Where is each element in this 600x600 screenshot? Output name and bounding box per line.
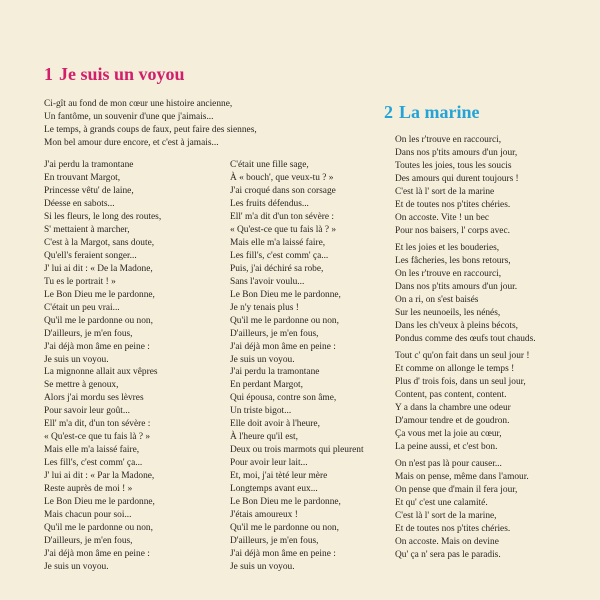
lyric-line: J'ai déjà mon âme en peine : xyxy=(44,549,150,559)
lyric-line: C'est là l' sort de la marine, xyxy=(395,511,497,521)
lyric-line: C'était un peu vrai... xyxy=(44,303,120,313)
lyric-line: J' lui ai dit : « De la Madone, xyxy=(44,264,153,274)
stanza-2-1 xyxy=(395,134,519,238)
lyric-line: C'était une fille sage, xyxy=(230,160,309,170)
lyric-line: Le Bon Dieu me le pardonne, xyxy=(44,290,155,300)
lyric-line: J'ai déjà mon âme en peine : xyxy=(44,342,150,352)
song-title-2 xyxy=(384,102,480,122)
lyric-line: Pour savoir leur goût... xyxy=(44,406,130,416)
lyric-line: Je suis un voyou. xyxy=(44,355,109,365)
lyric-line: Je n'y tenais plus ! xyxy=(230,303,299,313)
lyric-line: Puis, j'ai déchiré sa robe, xyxy=(230,264,324,274)
lyric-line: Mais chacun pour soi... xyxy=(44,510,132,520)
lyric-line: Qu'il me le pardonne ou non, xyxy=(230,523,339,533)
song-number-2: 2 xyxy=(384,102,393,122)
lyric-line: Alors j'ai mordu ses lèvres xyxy=(44,393,144,403)
lyric-line: Et qu' c'est une calamité. xyxy=(395,498,488,508)
lyric-line: La peine aussi, et c'est bon. xyxy=(395,442,498,452)
lyric-line: Deux ou trois marmots qui pleurent xyxy=(230,445,364,455)
song-title-text-1: Je suis un voyou xyxy=(59,64,185,84)
lyric-line: D'ailleurs, je m'en fous, xyxy=(230,536,319,546)
lyric-line: Un triste bigot... xyxy=(230,406,292,416)
lyric-line: Longtemps avant eux... xyxy=(230,484,318,494)
lyric-line: Les fâcheries, les bons retours, xyxy=(395,256,511,266)
lyric-line: Y a dans la chambre une odeur xyxy=(395,403,511,413)
lyric-line: Et comme on allonge le temps ! xyxy=(395,364,515,374)
stanza-1-1 xyxy=(44,98,257,150)
lyric-line: À l'heure qu'il est, xyxy=(230,432,298,442)
lyric-line: Pour nos baisers, l' corps avec. xyxy=(395,226,510,236)
lyric-line: On les r'trouve en raccourci, xyxy=(395,135,502,145)
lyric-line: Les fill's, c'est comm' ça... xyxy=(44,458,143,468)
stanza-2-2 xyxy=(395,242,536,346)
lyric-line: D'amour tendre et de goudron. xyxy=(395,416,510,426)
lyric-line: Et les joies et les bouderies, xyxy=(395,243,500,253)
lyric-line: Des amours qui durent toujours ! xyxy=(395,174,519,184)
lyric-line: En trouvant Margot, xyxy=(44,173,121,183)
lyric-line: Et, moi, j'ai tèté leur mère xyxy=(230,471,328,481)
lyric-line: C'est à la Margot, sans doute, xyxy=(44,238,155,248)
lyric-line: Qu'ell's feraient songer... xyxy=(44,251,137,261)
lyric-line: « Qu'est-ce que tu fais là ? » xyxy=(44,432,151,442)
lyric-line: J'ai déjà mon âme en peine : xyxy=(230,549,336,559)
lyric-line: Et de toutes nos p'tites chéries. xyxy=(395,524,511,534)
lyric-line: Qu' ça n' sera pas le paradis. xyxy=(395,550,501,560)
lyric-line: Qu'il me le pardonne ou non, xyxy=(230,316,339,326)
lyric-line: On les r'trouve en raccourci, xyxy=(395,269,502,279)
lyric-line: Sans l'avoir voulu... xyxy=(230,277,305,287)
lyric-line: On a ri, on s'est baisés xyxy=(395,295,479,305)
lyric-line: Le Bon Dieu me le pardonne, xyxy=(230,497,341,507)
lyric-line: J'ai déjà mon âme en peine : xyxy=(230,342,336,352)
lyric-line: Ell' m'a dit, d'un ton sévère : xyxy=(44,419,151,429)
lyric-line: On accoste. Vite ! un bec xyxy=(395,213,490,223)
lyric-line: D'ailleurs, je m'en fous, xyxy=(44,329,133,339)
lyric-line: Et de toutes nos p'tites chéries. xyxy=(395,200,511,210)
lyric-line: La mignonne allait aux vêpres xyxy=(44,367,158,377)
lyric-line: Se mettre à genoux, xyxy=(44,380,119,390)
lyric-line: S' mettaient à marcher, xyxy=(44,225,130,235)
stanza-1-3 xyxy=(44,366,158,574)
lyric-line: Qui épousa, contre son âme, xyxy=(230,393,337,403)
lyric-line: Je suis un voyou. xyxy=(230,355,295,365)
song-title-text-2: La marine xyxy=(399,102,480,122)
lyric-line: Plus d' trois fois, dans un seul jour, xyxy=(395,377,526,387)
lyric-line: Sur les neunoeils, les nénés, xyxy=(395,308,501,318)
lyric-line: Toutes les joies, tous les soucis xyxy=(395,161,512,171)
lyric-line: Si les fleurs, le long des routes, xyxy=(44,212,162,222)
lyric-line: Le temps, à grands coups de faux, peut faire des siennes, xyxy=(44,125,257,135)
lyric-line: Déesse en sabots... xyxy=(44,199,115,209)
lyric-line: Dans nos p'tits amours d'un jour, xyxy=(395,148,518,158)
stanza-2-3 xyxy=(395,350,529,454)
lyric-line: Mais elle m'a laissé faire, xyxy=(230,238,326,248)
lyric-line: J'étais amoureux ! xyxy=(230,510,298,520)
stanza-2-4 xyxy=(395,458,529,562)
stanza-1-2 xyxy=(44,159,161,367)
lyric-line: Qu'il me le pardonne ou non, xyxy=(44,523,153,533)
lyric-line: On pense que d'main il fera jour, xyxy=(395,485,518,495)
lyric-line: Tu es le portrait ! » xyxy=(44,277,116,287)
lyric-line: Un fantôme, un souvenir d'une que j'aimais... xyxy=(44,112,214,122)
lyric-line: Les fruits défendus... xyxy=(230,199,309,209)
lyric-line: Reste auprès de moi ! » xyxy=(44,484,133,494)
stanza-1-5 xyxy=(230,366,364,574)
lyric-line: C'est là l' sort de la marine xyxy=(395,187,495,197)
lyric-line: Dans nos p'tits amours d'un jour. xyxy=(395,282,518,292)
lyric-line: Qu'il me le pardonne ou non, xyxy=(44,316,153,326)
lyric-line: En perdant Margot, xyxy=(230,380,303,390)
lyric-line: On accoste. Mais on devine xyxy=(395,537,499,547)
stanza-1-4 xyxy=(230,159,341,367)
lyric-line: Princesse vêtu' de laine, xyxy=(44,186,134,196)
lyric-line: Pondus comme des œufs tout chauds. xyxy=(395,334,536,344)
song-title-1 xyxy=(44,64,185,84)
lyric-line: D'ailleurs, je m'en fous, xyxy=(230,329,319,339)
lyric-line: Content, pas content, content. xyxy=(395,390,507,400)
lyric-line: À « bouch', que veux-tu ? » xyxy=(230,173,334,183)
lyric-line: Je suis un voyou. xyxy=(44,562,109,572)
lyric-line: Tout c' qu'on fait dans un seul jour ! xyxy=(395,351,530,361)
lyric-line: Pour avoir leur lait... xyxy=(230,458,308,468)
lyric-line: Ça vous met la joie au cœur, xyxy=(395,429,502,439)
lyric-line: Mon bel amour dure encore, et c'est à jamais... xyxy=(44,138,219,148)
lyric-line: « Qu'est-ce que tu fais là ? » xyxy=(230,225,337,235)
lyric-line: J'ai perdu la tramontane xyxy=(44,160,134,170)
lyric-line: Mais on pense, même dans l'amour. xyxy=(395,472,529,482)
lyric-line: Les fill's, c'est comm' ça... xyxy=(230,251,329,261)
lyric-line: Le Bon Dieu me le pardonne, xyxy=(44,497,155,507)
lyric-line: Ell' m'a dit d'un ton sévère : xyxy=(230,212,335,222)
lyric-line: J'ai perdu la tramontane xyxy=(230,367,320,377)
song-number-1: 1 xyxy=(44,64,53,84)
lyric-line: On n'est pas là pour causer... xyxy=(395,459,502,469)
lyric-line: Ci-gît au fond de mon cœur une histoire ancienne, xyxy=(44,99,233,109)
lyric-line: D'ailleurs, je m'en fous, xyxy=(44,536,133,546)
lyric-line: Dans les ch'veux à pleins bécots, xyxy=(395,321,519,331)
lyric-line: J' lui ai dit : « Par la Madone, xyxy=(44,471,155,481)
lyric-line: J'ai croqué dans son corsage xyxy=(230,186,336,196)
lyric-line: Mais elle m'a laissé faire, xyxy=(44,445,140,455)
lyric-line: Elle doit avoir à l'heure, xyxy=(230,419,320,429)
lyric-line: Je suis un voyou. xyxy=(230,562,295,572)
lyric-line: Le Bon Dieu me le pardonne, xyxy=(230,290,341,300)
